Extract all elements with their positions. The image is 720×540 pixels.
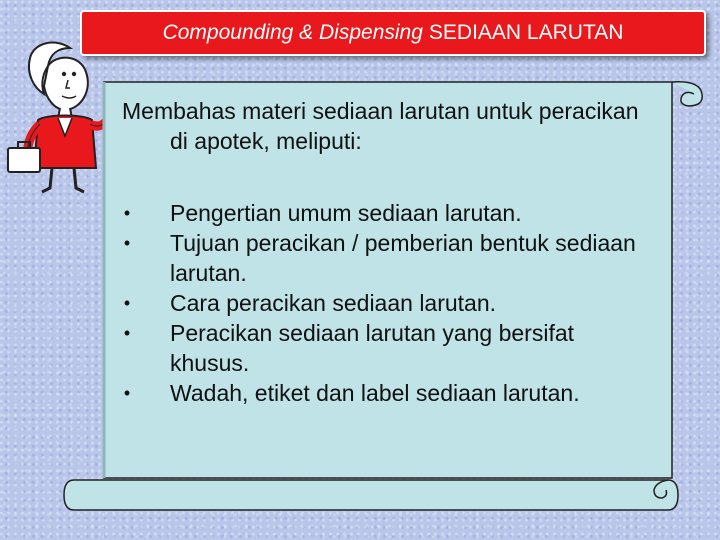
list-item-text: Cara peracikan sediaan larutan. <box>170 290 497 316</box>
list-item-text: Pengertian umum sediaan larutan. <box>170 200 522 226</box>
bullet: • <box>123 203 131 223</box>
bullet: • <box>123 383 131 403</box>
bullet: • <box>123 233 131 253</box>
list-item <box>122 288 652 318</box>
intro-text: Membahas materi sediaan larutan untuk peracikan di apotek, meliputi: <box>122 98 639 154</box>
topic-list <box>122 198 652 408</box>
list-item <box>122 318 652 378</box>
bullet: • <box>123 293 131 313</box>
title-rest: SEDIAAN LARUTAN <box>428 21 624 44</box>
list-item <box>122 378 652 408</box>
list-item-text: Wadah, etiket dan label sediaan larutan. <box>170 380 580 406</box>
list-item-text: Peracikan sediaan larutan yang bersifat khusus. <box>170 320 575 376</box>
bullet: • <box>123 323 131 343</box>
list-item-text: Tujuan peracikan / pemberian bentuk sediaan larutan. <box>170 230 636 286</box>
list-item <box>122 198 652 228</box>
content-area <box>122 96 652 408</box>
title-banner <box>80 10 706 56</box>
list-item <box>122 228 652 288</box>
title-italic: Compounding & Dispensing <box>162 21 423 44</box>
